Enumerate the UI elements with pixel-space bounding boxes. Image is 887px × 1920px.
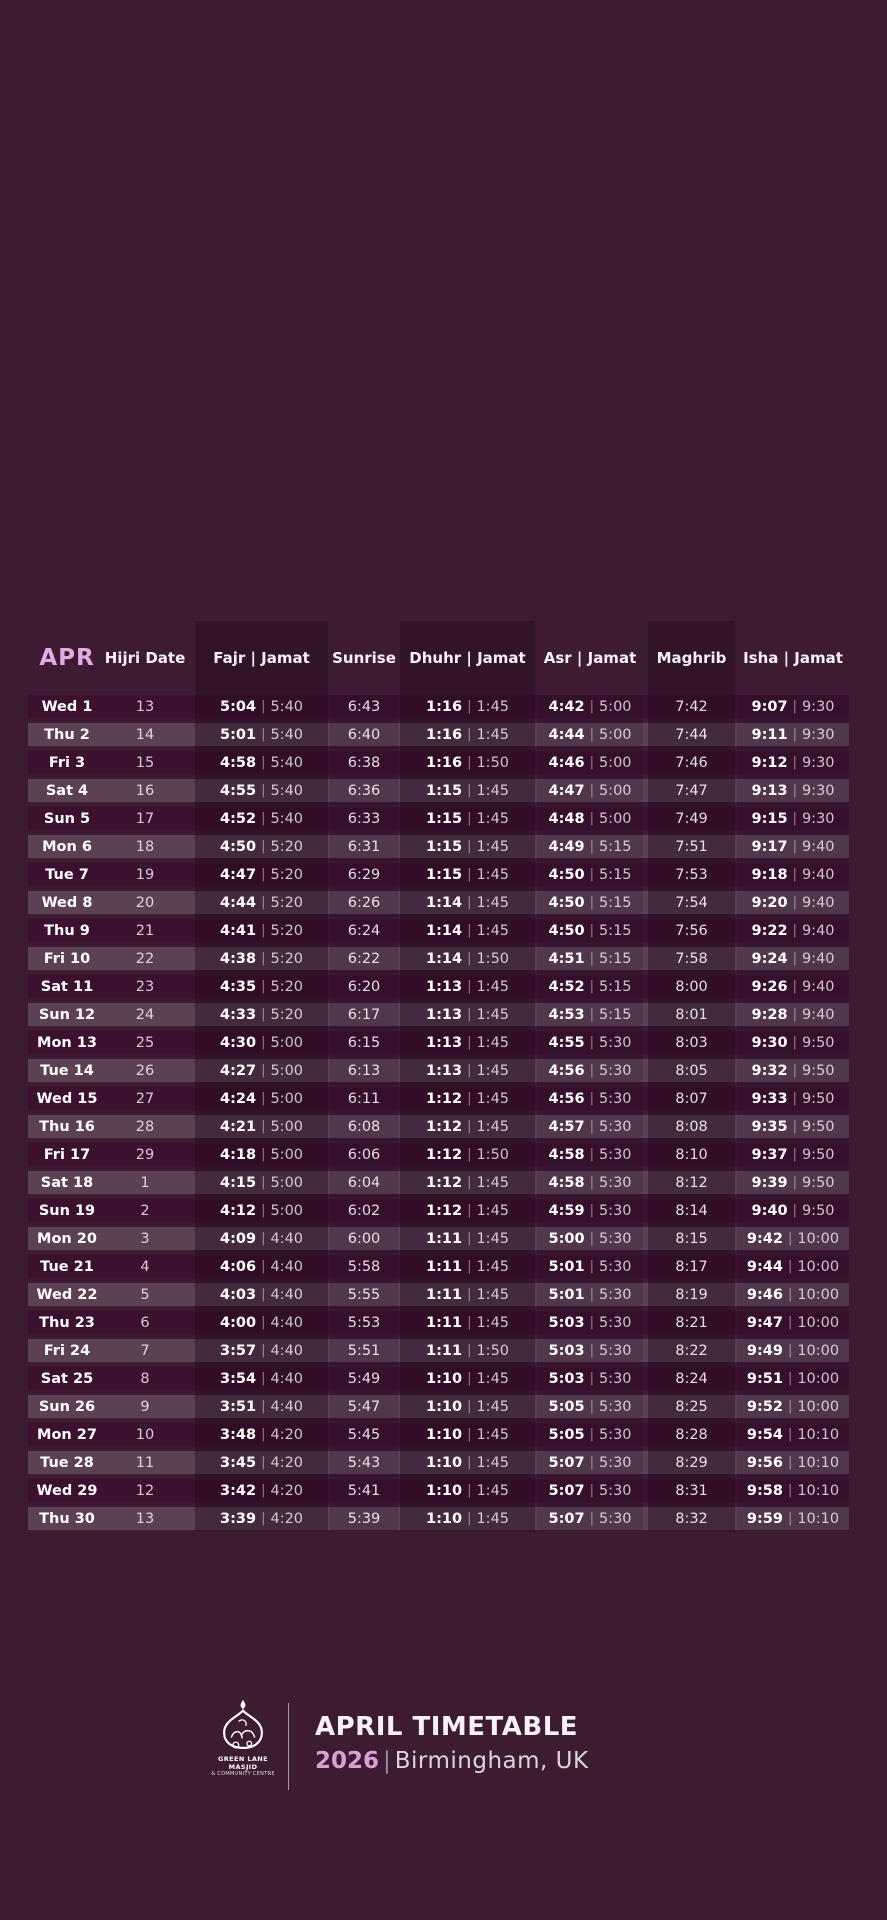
cell-fajr: 4:18 | 5:00 xyxy=(219,1146,304,1163)
org-name: GREEN LANE MASJID xyxy=(218,1755,268,1771)
cell-dhuhr: 1:12 | 1:45 xyxy=(425,1174,510,1191)
cell-maghrib: 8:32 xyxy=(675,1510,708,1527)
cell-day: Sat 25 xyxy=(40,1370,94,1387)
cell-isha: 9:51 | 10:00 xyxy=(746,1370,840,1387)
cell-fajr: 4:55 | 5:40 xyxy=(219,782,304,799)
cell-sunrise: 5:49 xyxy=(347,1370,381,1387)
cell-day: Mon 6 xyxy=(42,838,92,855)
cell-fajr: 4:03 | 4:40 xyxy=(219,1286,304,1303)
cell-dhuhr: 1:16 | 1:45 xyxy=(425,698,510,715)
cell-hijri: 22 xyxy=(135,950,155,967)
cell-fajr: 3:48 | 4:20 xyxy=(219,1426,304,1443)
cell-maghrib: 8:05 xyxy=(675,1062,708,1079)
cell-day: Thu 9 xyxy=(44,922,90,939)
cell-hijri: 6 xyxy=(140,1314,150,1331)
cell-fajr: 4:58 | 5:40 xyxy=(219,754,304,771)
cell-isha: 9:46 | 10:00 xyxy=(746,1286,840,1303)
cell-isha: 9:58 | 10:10 xyxy=(746,1482,840,1499)
cell-fajr: 4:38 | 5:20 xyxy=(219,950,304,967)
cell-hijri: 4 xyxy=(140,1258,150,1275)
header-fajr: Fajr | Jamat xyxy=(213,649,310,667)
cell-hijri: 1 xyxy=(140,1174,150,1191)
cell-sunrise: 6:33 xyxy=(347,810,381,827)
cell-isha: 9:47 | 10:00 xyxy=(746,1314,840,1331)
table-row xyxy=(28,1003,849,1026)
cell-sunrise: 5:41 xyxy=(347,1482,381,1499)
cell-isha: 9:15 | 9:30 xyxy=(751,810,835,827)
cell-hijri: 5 xyxy=(140,1286,150,1303)
table-row xyxy=(28,1255,849,1278)
cell-asr: 4:51 | 5:15 xyxy=(548,950,632,967)
footer-location: Birmingham, UK xyxy=(394,1748,589,1774)
table-row xyxy=(28,1311,849,1334)
cell-maghrib: 8:00 xyxy=(675,978,708,995)
cell-fajr: 4:21 | 5:00 xyxy=(219,1118,304,1135)
cell-dhuhr: 1:13 | 1:45 xyxy=(425,1034,510,1051)
cell-fajr: 4:33 | 5:20 xyxy=(219,1006,304,1023)
cell-isha: 9:39 | 9:50 xyxy=(751,1174,835,1191)
cell-isha: 9:49 | 10:00 xyxy=(746,1342,840,1359)
cell-dhuhr: 1:12 | 1:45 xyxy=(425,1202,510,1219)
cell-day: Wed 15 xyxy=(36,1090,98,1107)
cell-hijri: 25 xyxy=(135,1034,155,1051)
cell-dhuhr: 1:13 | 1:45 xyxy=(425,978,510,995)
cell-hijri: 12 xyxy=(135,1482,155,1499)
cell-maghrib: 8:19 xyxy=(675,1286,708,1303)
cell-asr: 5:07 | 5:30 xyxy=(548,1482,632,1499)
footer-divider xyxy=(288,1703,289,1790)
cell-dhuhr: 1:15 | 1:45 xyxy=(425,866,510,883)
cell-day: Thu 2 xyxy=(44,726,90,743)
cell-sunrise: 5:53 xyxy=(347,1314,381,1331)
cell-asr: 4:57 | 5:30 xyxy=(548,1118,632,1135)
cell-fajr: 4:24 | 5:00 xyxy=(219,1090,304,1107)
cell-hijri: 28 xyxy=(135,1118,155,1135)
header-isha: Isha | Jamat xyxy=(743,649,843,667)
table-row xyxy=(28,1339,849,1362)
cell-asr: 5:05 | 5:30 xyxy=(548,1426,632,1443)
cell-dhuhr: 1:10 | 1:45 xyxy=(425,1482,510,1499)
cell-maghrib: 7:44 xyxy=(675,726,708,743)
cell-asr: 4:50 | 5:15 xyxy=(548,866,632,883)
cell-asr: 4:52 | 5:15 xyxy=(548,978,632,995)
table-row xyxy=(28,1423,849,1446)
cell-day: Thu 23 xyxy=(39,1314,95,1331)
cell-maghrib: 8:28 xyxy=(675,1426,708,1443)
cell-sunrise: 6:15 xyxy=(347,1034,381,1051)
footer-year: 2026 xyxy=(315,1748,380,1774)
cell-dhuhr: 1:14 | 1:45 xyxy=(425,922,510,939)
table-header xyxy=(28,621,849,695)
cell-dhuhr: 1:14 | 1:50 xyxy=(425,950,510,967)
cell-day: Fri 10 xyxy=(43,950,91,967)
cell-fajr: 4:41 | 5:20 xyxy=(219,922,304,939)
cell-dhuhr: 1:10 | 1:45 xyxy=(425,1398,510,1415)
cell-sunrise: 6:20 xyxy=(347,978,381,995)
cell-maghrib: 7:49 xyxy=(675,810,708,827)
cell-sunrise: 6:31 xyxy=(347,838,381,855)
cell-fajr: 4:47 | 5:20 xyxy=(219,866,304,883)
header-day: APR xyxy=(39,645,95,671)
cell-asr: 4:56 | 5:30 xyxy=(548,1062,632,1079)
prayer-timetable xyxy=(28,621,849,1531)
cell-isha: 9:07 | 9:30 xyxy=(751,698,835,715)
table-row xyxy=(28,919,849,942)
table-row xyxy=(28,1199,849,1222)
cell-hijri: 14 xyxy=(135,726,155,743)
table-rows xyxy=(28,695,849,1535)
cell-day: Sat 18 xyxy=(40,1174,94,1191)
table-row xyxy=(28,807,849,830)
cell-isha: 9:28 | 9:40 xyxy=(751,1006,835,1023)
table-row xyxy=(28,1031,849,1054)
cell-dhuhr: 1:13 | 1:45 xyxy=(425,1006,510,1023)
cell-isha: 9:42 | 10:00 xyxy=(746,1230,840,1247)
cell-dhuhr: 1:12 | 1:45 xyxy=(425,1090,510,1107)
cell-isha: 9:33 | 9:50 xyxy=(751,1090,835,1107)
cell-day: Sun 12 xyxy=(38,1006,96,1023)
table-row xyxy=(28,1395,849,1418)
cell-asr: 4:46 | 5:00 xyxy=(548,754,632,771)
cell-hijri: 16 xyxy=(135,782,155,799)
cell-asr: 5:03 | 5:30 xyxy=(548,1314,632,1331)
cell-asr: 4:55 | 5:30 xyxy=(548,1034,632,1051)
footer-subtitle xyxy=(315,1748,589,1774)
cell-hijri: 3 xyxy=(140,1230,150,1247)
cell-asr: 4:48 | 5:00 xyxy=(548,810,632,827)
cell-dhuhr: 1:11 | 1:45 xyxy=(425,1314,510,1331)
cell-fajr: 4:27 | 5:00 xyxy=(219,1062,304,1079)
cell-asr: 5:03 | 5:30 xyxy=(548,1370,632,1387)
cell-maghrib: 8:22 xyxy=(675,1342,708,1359)
table-row xyxy=(28,891,849,914)
cell-sunrise: 6:40 xyxy=(347,726,381,743)
cell-isha: 9:32 | 9:50 xyxy=(751,1062,835,1079)
cell-maghrib: 8:17 xyxy=(675,1258,708,1275)
cell-sunrise: 5:55 xyxy=(347,1286,381,1303)
mosque-dome-icon xyxy=(216,1698,270,1752)
cell-hijri: 13 xyxy=(135,698,155,715)
cell-maghrib: 8:12 xyxy=(675,1174,708,1191)
cell-day: Tue 14 xyxy=(40,1062,94,1079)
cell-maghrib: 8:24 xyxy=(675,1370,708,1387)
cell-day: Fri 3 xyxy=(48,754,86,771)
cell-isha: 9:52 | 10:00 xyxy=(746,1398,840,1415)
cell-maghrib: 7:42 xyxy=(675,698,708,715)
cell-day: Mon 20 xyxy=(37,1230,97,1247)
cell-sunrise: 6:04 xyxy=(347,1174,381,1191)
table-row xyxy=(28,1227,849,1250)
footer-title: APRIL TIMETABLE xyxy=(315,1712,579,1742)
table-row xyxy=(28,947,849,970)
cell-fajr: 4:35 | 5:20 xyxy=(219,978,304,995)
cell-hijri: 21 xyxy=(135,922,155,939)
table-row xyxy=(28,1507,849,1530)
cell-isha: 9:13 | 9:30 xyxy=(751,782,835,799)
cell-dhuhr: 1:10 | 1:45 xyxy=(425,1370,510,1387)
cell-fajr: 3:45 | 4:20 xyxy=(219,1454,304,1471)
cell-hijri: 27 xyxy=(135,1090,155,1107)
cell-maghrib: 7:56 xyxy=(675,922,708,939)
cell-dhuhr: 1:14 | 1:45 xyxy=(425,894,510,911)
cell-asr: 5:07 | 5:30 xyxy=(548,1510,632,1527)
table-row xyxy=(28,1451,849,1474)
cell-hijri: 15 xyxy=(135,754,155,771)
cell-asr: 4:50 | 5:15 xyxy=(548,894,632,911)
cell-asr: 5:03 | 5:30 xyxy=(548,1342,632,1359)
cell-fajr: 3:54 | 4:40 xyxy=(219,1370,304,1387)
table-row xyxy=(28,835,849,858)
cell-isha: 9:30 | 9:50 xyxy=(751,1034,835,1051)
cell-sunrise: 6:29 xyxy=(347,866,381,883)
cell-hijri: 17 xyxy=(135,810,155,827)
cell-isha: 9:40 | 9:50 xyxy=(751,1202,835,1219)
cell-dhuhr: 1:11 | 1:50 xyxy=(425,1342,510,1359)
cell-day: Thu 30 xyxy=(39,1510,95,1527)
cell-sunrise: 5:47 xyxy=(347,1398,381,1415)
cell-maghrib: 8:03 xyxy=(675,1034,708,1051)
table-row xyxy=(28,1367,849,1390)
table-row xyxy=(28,1143,849,1166)
cell-maghrib: 8:15 xyxy=(675,1230,708,1247)
cell-hijri: 8 xyxy=(140,1370,150,1387)
cell-hijri: 26 xyxy=(135,1062,155,1079)
cell-day: Sat 11 xyxy=(40,978,94,995)
cell-isha: 9:54 | 10:10 xyxy=(746,1426,840,1443)
cell-asr: 5:00 | 5:30 xyxy=(548,1230,632,1247)
cell-hijri: 18 xyxy=(135,838,155,855)
org-subtitle: & COMMUNITY CENTRE xyxy=(211,1771,275,1777)
cell-fajr: 4:50 | 5:20 xyxy=(219,838,304,855)
cell-sunrise: 6:02 xyxy=(347,1202,381,1219)
header-dhuhr: Dhuhr | Jamat xyxy=(409,649,526,667)
cell-fajr: 4:44 | 5:20 xyxy=(219,894,304,911)
cell-maghrib: 7:58 xyxy=(675,950,708,967)
cell-dhuhr: 1:15 | 1:45 xyxy=(425,810,510,827)
cell-hijri: 20 xyxy=(135,894,155,911)
table-row xyxy=(28,1059,849,1082)
cell-maghrib: 8:29 xyxy=(675,1454,708,1471)
cell-asr: 4:58 | 5:30 xyxy=(548,1146,632,1163)
cell-maghrib: 8:21 xyxy=(675,1314,708,1331)
table-row xyxy=(28,1087,849,1110)
table-row xyxy=(28,975,849,998)
cell-isha: 9:11 | 9:30 xyxy=(751,726,835,743)
cell-sunrise: 6:36 xyxy=(347,782,381,799)
cell-day: Tue 28 xyxy=(40,1454,94,1471)
cell-dhuhr: 1:10 | 1:45 xyxy=(425,1426,510,1443)
cell-sunrise: 6:43 xyxy=(347,698,381,715)
cell-day: Fri 17 xyxy=(43,1146,91,1163)
cell-maghrib: 8:25 xyxy=(675,1398,708,1415)
cell-isha: 9:18 | 9:40 xyxy=(751,866,835,883)
cell-day: Wed 1 xyxy=(41,698,93,715)
cell-maghrib: 8:01 xyxy=(675,1006,708,1023)
cell-asr: 5:07 | 5:30 xyxy=(548,1454,632,1471)
cell-day: Wed 8 xyxy=(41,894,93,911)
cell-asr: 4:47 | 5:00 xyxy=(548,782,632,799)
footer-separator: | xyxy=(383,1748,391,1774)
cell-fajr: 4:15 | 5:00 xyxy=(219,1174,304,1191)
cell-fajr: 4:52 | 5:40 xyxy=(219,810,304,827)
cell-fajr: 4:30 | 5:00 xyxy=(219,1034,304,1051)
header-asr: Asr | Jamat xyxy=(543,649,637,667)
cell-hijri: 29 xyxy=(135,1146,155,1163)
cell-dhuhr: 1:10 | 1:45 xyxy=(425,1510,510,1527)
cell-isha: 9:24 | 9:40 xyxy=(751,950,835,967)
cell-isha: 9:44 | 10:00 xyxy=(746,1258,840,1275)
table-row xyxy=(28,751,849,774)
cell-hijri: 9 xyxy=(140,1398,150,1415)
cell-dhuhr: 1:10 | 1:45 xyxy=(425,1454,510,1471)
cell-asr: 4:49 | 5:15 xyxy=(548,838,632,855)
cell-isha: 9:20 | 9:40 xyxy=(751,894,835,911)
cell-maghrib: 7:54 xyxy=(675,894,708,911)
cell-hijri: 23 xyxy=(135,978,155,995)
cell-asr: 5:05 | 5:30 xyxy=(548,1398,632,1415)
cell-asr: 4:59 | 5:30 xyxy=(548,1202,632,1219)
table-row xyxy=(28,779,849,802)
cell-hijri: 24 xyxy=(135,1006,155,1023)
cell-dhuhr: 1:12 | 1:45 xyxy=(425,1118,510,1135)
cell-dhuhr: 1:16 | 1:50 xyxy=(425,754,510,771)
cell-fajr: 4:09 | 4:40 xyxy=(219,1230,304,1247)
cell-maghrib: 8:08 xyxy=(675,1118,708,1135)
cell-sunrise: 5:51 xyxy=(347,1342,381,1359)
cell-dhuhr: 1:15 | 1:45 xyxy=(425,782,510,799)
cell-isha: 9:56 | 10:10 xyxy=(746,1454,840,1471)
cell-fajr: 4:12 | 5:00 xyxy=(219,1202,304,1219)
cell-dhuhr: 1:12 | 1:50 xyxy=(425,1146,510,1163)
cell-isha: 9:35 | 9:50 xyxy=(751,1118,835,1135)
cell-dhuhr: 1:11 | 1:45 xyxy=(425,1286,510,1303)
cell-dhuhr: 1:16 | 1:45 xyxy=(425,726,510,743)
cell-day: Fri 24 xyxy=(43,1342,91,1359)
cell-asr: 4:56 | 5:30 xyxy=(548,1090,632,1107)
cell-day: Wed 29 xyxy=(36,1482,98,1499)
cell-day: Tue 21 xyxy=(40,1258,94,1275)
cell-day: Mon 27 xyxy=(37,1426,97,1443)
cell-sunrise: 6:26 xyxy=(347,894,381,911)
cell-sunrise: 6:13 xyxy=(347,1062,381,1079)
cell-sunrise: 6:06 xyxy=(347,1146,381,1163)
cell-day: Thu 16 xyxy=(39,1118,95,1135)
table-row xyxy=(28,723,849,746)
cell-sunrise: 5:39 xyxy=(347,1510,381,1527)
cell-maghrib: 8:10 xyxy=(675,1146,708,1163)
cell-asr: 5:01 | 5:30 xyxy=(548,1258,632,1275)
cell-sunrise: 6:22 xyxy=(347,950,381,967)
cell-dhuhr: 1:11 | 1:45 xyxy=(425,1258,510,1275)
cell-fajr: 3:57 | 4:40 xyxy=(219,1342,304,1359)
cell-isha: 9:17 | 9:40 xyxy=(751,838,835,855)
cell-fajr: 3:39 | 4:20 xyxy=(219,1510,304,1527)
table-row xyxy=(28,1283,849,1306)
table-row xyxy=(28,1479,849,1502)
cell-asr: 4:42 | 5:00 xyxy=(548,698,632,715)
cell-day: Sun 19 xyxy=(38,1202,96,1219)
masjid-logo xyxy=(208,1698,278,1777)
cell-asr: 5:01 | 5:30 xyxy=(548,1286,632,1303)
cell-sunrise: 6:11 xyxy=(347,1090,381,1107)
header-maghrib: Maghrib xyxy=(656,649,727,667)
cell-day: Wed 22 xyxy=(36,1286,98,1303)
cell-maghrib: 7:47 xyxy=(675,782,708,799)
cell-sunrise: 6:17 xyxy=(347,1006,381,1023)
cell-day: Mon 13 xyxy=(37,1034,97,1051)
cell-isha: 9:26 | 9:40 xyxy=(751,978,835,995)
cell-fajr: 5:01 | 5:40 xyxy=(219,726,304,743)
cell-asr: 4:44 | 5:00 xyxy=(548,726,632,743)
cell-sunrise: 6:08 xyxy=(347,1118,381,1135)
cell-dhuhr: 1:13 | 1:45 xyxy=(425,1062,510,1079)
cell-maghrib: 8:07 xyxy=(675,1090,708,1107)
cell-day: Sun 5 xyxy=(43,810,91,827)
cell-maghrib: 8:31 xyxy=(675,1482,708,1499)
cell-sunrise: 6:00 xyxy=(347,1230,381,1247)
cell-asr: 4:50 | 5:15 xyxy=(548,922,632,939)
cell-hijri: 11 xyxy=(135,1454,155,1471)
cell-fajr: 3:51 | 4:40 xyxy=(219,1398,304,1415)
cell-maghrib: 7:46 xyxy=(675,754,708,771)
table-row xyxy=(28,1171,849,1194)
cell-isha: 9:37 | 9:50 xyxy=(751,1146,835,1163)
cell-hijri: 10 xyxy=(135,1426,155,1443)
header-hijri: Hijri Date xyxy=(104,649,186,667)
cell-dhuhr: 1:11 | 1:45 xyxy=(425,1230,510,1247)
cell-day: Sun 26 xyxy=(38,1398,96,1415)
cell-asr: 4:58 | 5:30 xyxy=(548,1174,632,1191)
cell-maghrib: 7:51 xyxy=(675,838,708,855)
table-row xyxy=(28,695,849,718)
cell-day: Tue 7 xyxy=(45,866,89,883)
cell-fajr: 4:06 | 4:40 xyxy=(219,1258,304,1275)
cell-maghrib: 8:14 xyxy=(675,1202,708,1219)
cell-sunrise: 5:45 xyxy=(347,1426,381,1443)
cell-hijri: 19 xyxy=(135,866,155,883)
cell-dhuhr: 1:15 | 1:45 xyxy=(425,838,510,855)
cell-fajr: 3:42 | 4:20 xyxy=(219,1482,304,1499)
cell-sunrise: 5:43 xyxy=(347,1454,381,1471)
cell-fajr: 4:00 | 4:40 xyxy=(219,1314,304,1331)
cell-asr: 4:53 | 5:15 xyxy=(548,1006,632,1023)
cell-fajr: 5:04 | 5:40 xyxy=(219,698,304,715)
cell-isha: 9:59 | 10:10 xyxy=(746,1510,840,1527)
cell-sunrise: 6:38 xyxy=(347,754,381,771)
cell-day: Sat 4 xyxy=(45,782,89,799)
table-row xyxy=(28,1115,849,1138)
cell-hijri: 2 xyxy=(140,1202,150,1219)
header-sunrise: Sunrise xyxy=(332,649,396,667)
cell-isha: 9:12 | 9:30 xyxy=(751,754,835,771)
cell-isha: 9:22 | 9:40 xyxy=(751,922,835,939)
cell-hijri: 7 xyxy=(140,1342,150,1359)
cell-sunrise: 5:58 xyxy=(347,1258,381,1275)
cell-sunrise: 6:24 xyxy=(347,922,381,939)
table-row xyxy=(28,863,849,886)
cell-hijri: 13 xyxy=(135,1510,155,1527)
cell-maghrib: 7:53 xyxy=(675,866,708,883)
